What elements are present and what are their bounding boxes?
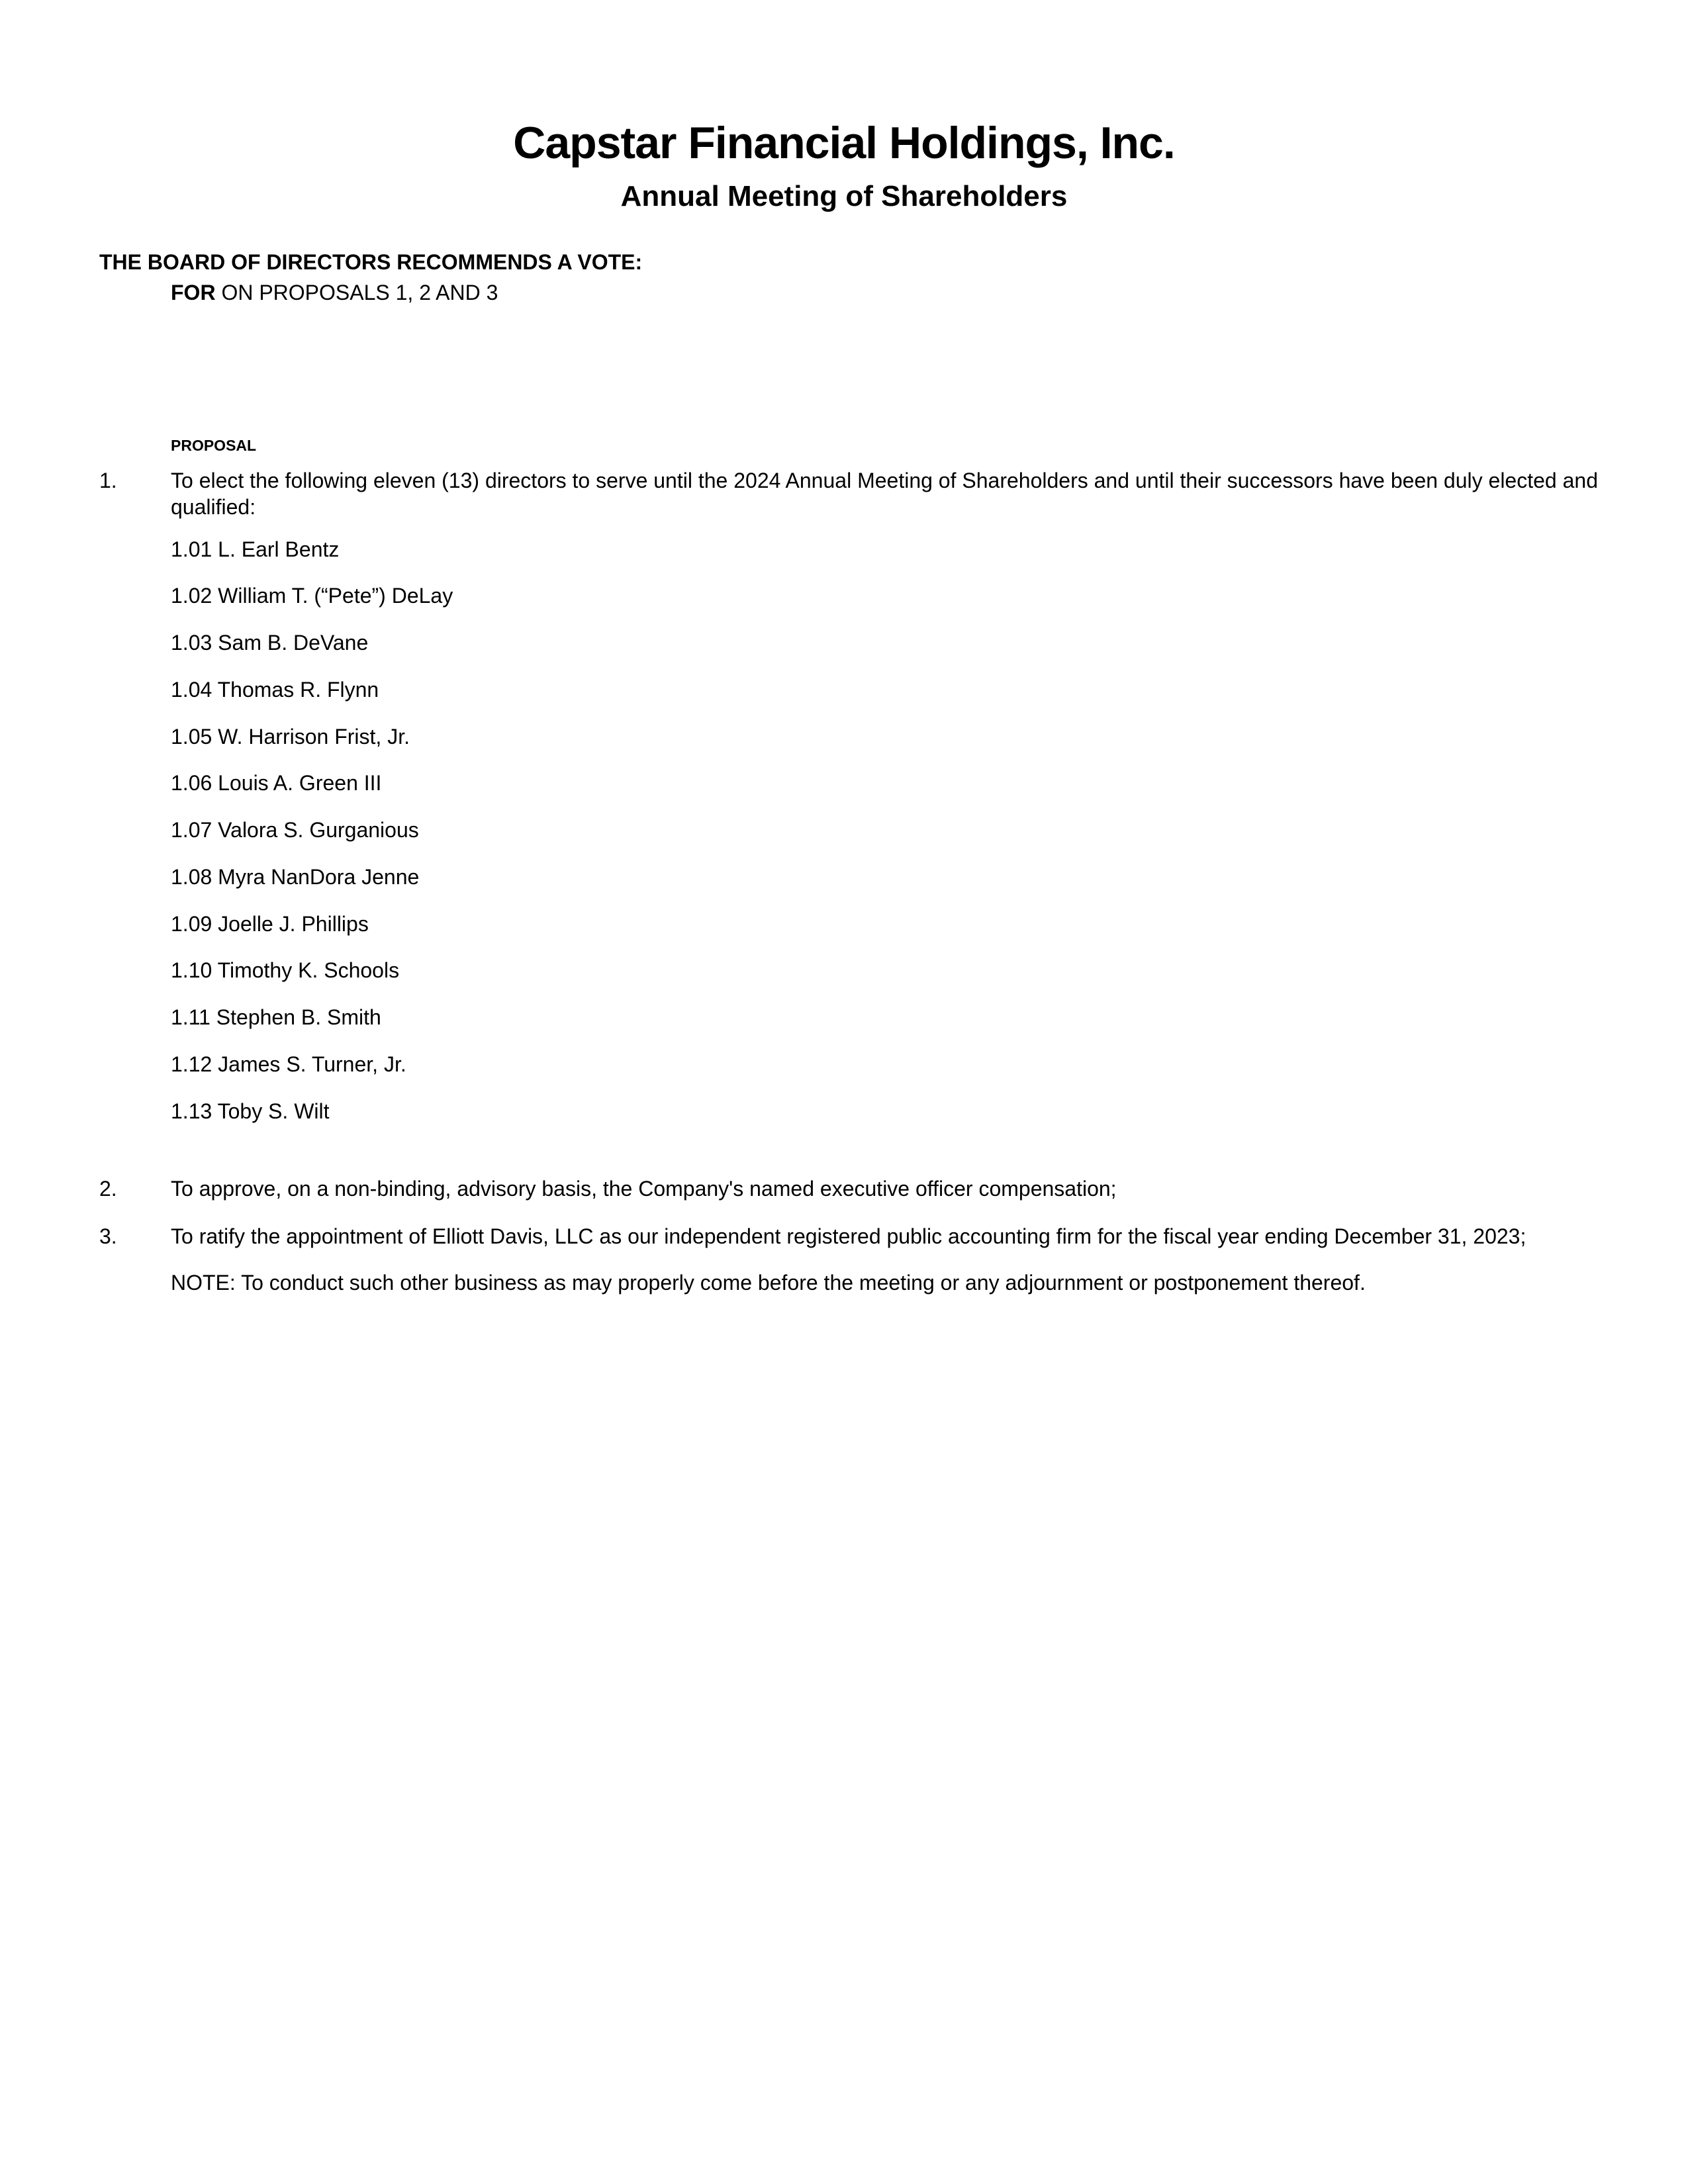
director-item: 1.09 Joelle J. Phillips bbox=[171, 912, 369, 936]
director-item: 1.05 W. Harrison Frist, Jr. bbox=[171, 725, 410, 749]
recommendation-line bbox=[171, 279, 498, 306]
proposal-1-number: 1. bbox=[99, 469, 117, 492]
recommendation-heading: THE BOARD OF DIRECTORS RECOMMENDS A VOTE: bbox=[99, 250, 643, 274]
director-item: 1.08 Myra NanDora Jenne bbox=[171, 865, 420, 889]
recommendation-for-label: FOR bbox=[171, 281, 216, 304]
note-text: NOTE: To conduct such other business as may properly come before the meeting or any adjournment or postponement thereof. bbox=[171, 1271, 1366, 1295]
director-item: 1.12 James S. Turner, Jr. bbox=[171, 1052, 406, 1076]
recommendation-for-text: ON PROPOSALS 1, 2 AND 3 bbox=[215, 281, 498, 304]
document-title: Capstar Financial Holdings, Inc. bbox=[513, 118, 1175, 168]
director-item: 1.11 Stephen B. Smith bbox=[171, 1005, 381, 1029]
proposal-3-text: To ratify the appointment of Elliott Davis, LLC as our independent registered public accounting firm for the fiscal year ending December 31, 2023; bbox=[171, 1224, 1526, 1248]
proposal-2-text: To approve, on a non-binding, advisory basis, the Company's named executive officer compensation; bbox=[171, 1177, 1117, 1201]
director-item: 1.01 L. Earl Bentz bbox=[171, 537, 340, 561]
proposal-3-number: 3. bbox=[99, 1224, 117, 1248]
director-item: 1.02 William T. (“Pete”) DeLay bbox=[171, 584, 453, 608]
proposal-1-text: To elect the following eleven (13) directors to serve until the 2024 Annual Meeting of Shareholders and until their successors have been duly elected and qualified: bbox=[171, 469, 1598, 519]
document-subtitle: Annual Meeting of Shareholders bbox=[620, 180, 1068, 212]
director-item: 1.06 Louis A. Green III bbox=[171, 771, 382, 795]
director-item: 1.10 Timothy K. Schools bbox=[171, 958, 400, 982]
director-item: 1.04 Thomas R. Flynn bbox=[171, 678, 379, 702]
director-item: 1.13 Toby S. Wilt bbox=[171, 1099, 330, 1123]
director-item: 1.07 Valora S. Gurganious bbox=[171, 818, 419, 842]
proposal-column-label: PROPOSAL bbox=[171, 437, 257, 454]
director-item: 1.03 Sam B. DeVane bbox=[171, 631, 369, 655]
proposal-2-number: 2. bbox=[99, 1177, 117, 1201]
